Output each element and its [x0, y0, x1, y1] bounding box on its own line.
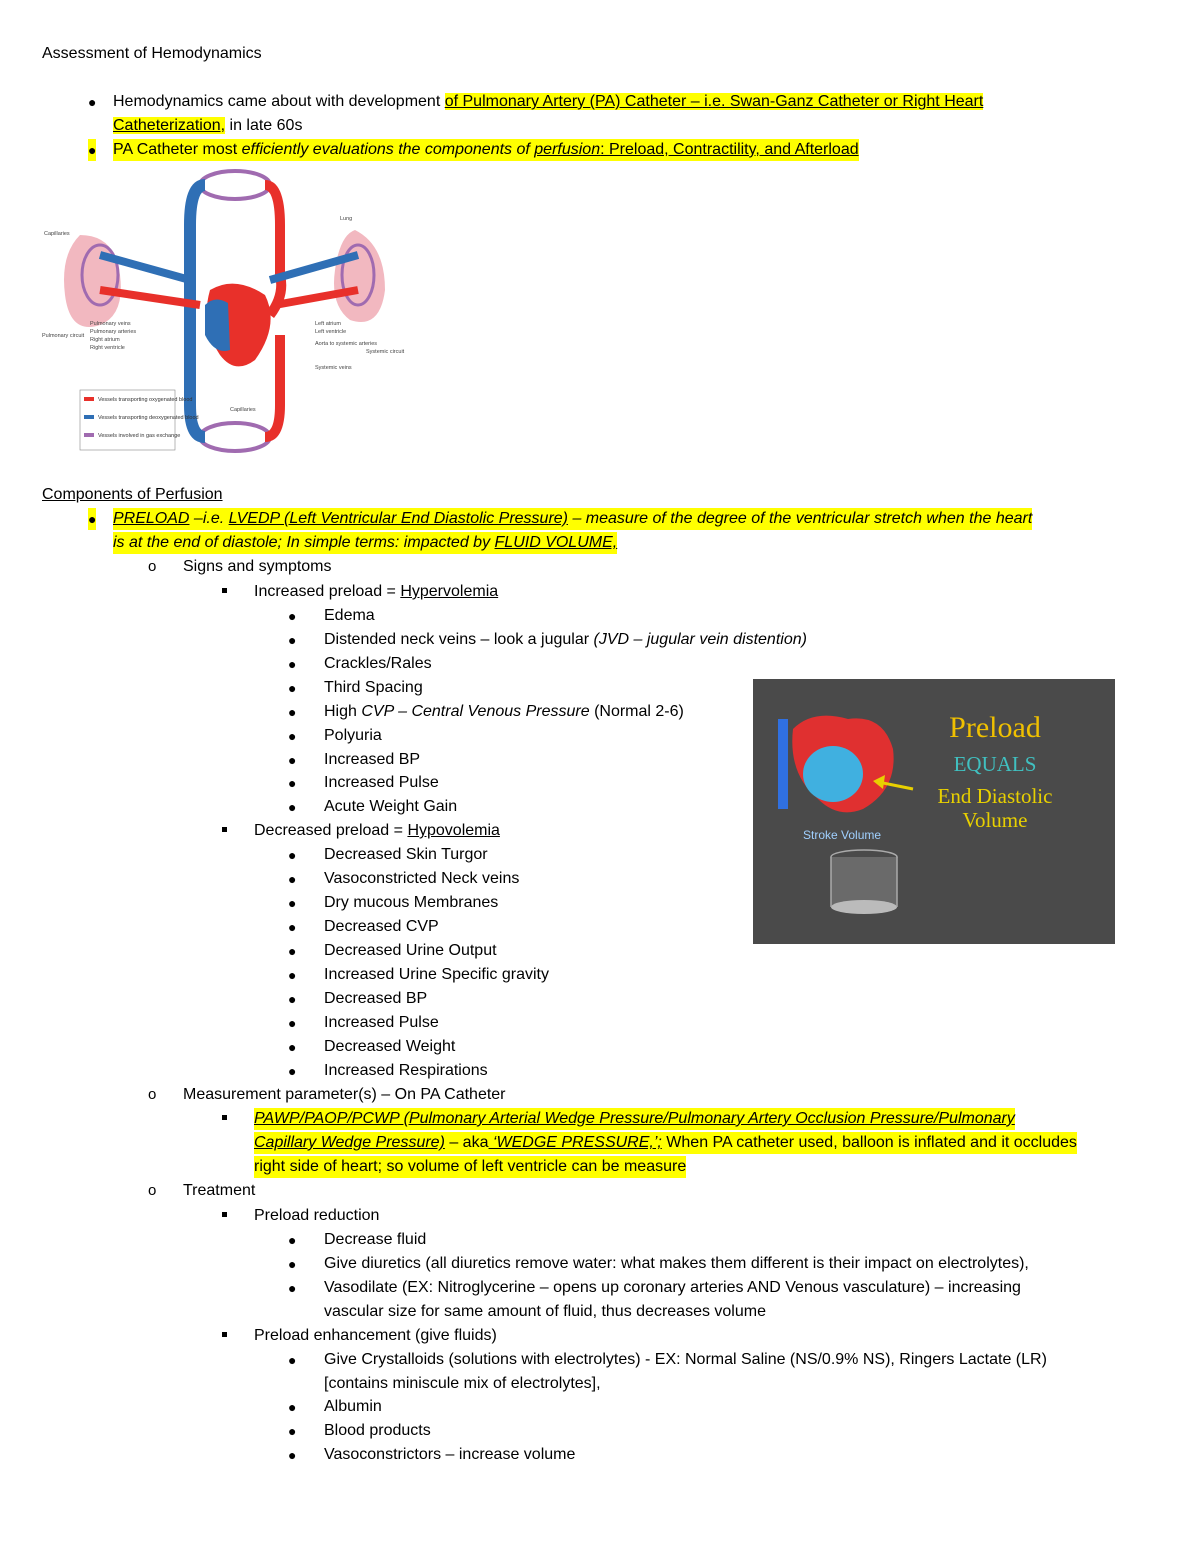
text: High: [324, 703, 362, 720]
preload-reduction: Preload reduction: [254, 1207, 380, 1224]
text: When PA catheter used, balloon is inflated and it occludes: [661, 1134, 1077, 1151]
label-capillaries-left: Capillaries: [44, 231, 70, 237]
stroke-volume-label: Stroke Volume: [803, 828, 882, 842]
legend-label-oxygenated: Vessels transporting oxygenated blood: [98, 397, 193, 403]
bullet-dot: ●: [88, 508, 96, 530]
page-title: Assessment of Hemodynamics: [42, 45, 262, 62]
label-pulmonary-circuit: Pulmonary circuit: [42, 333, 85, 339]
text: efficiently evaluations the components of: [241, 141, 535, 158]
increased-preload: [254, 581, 498, 603]
legend-swatch-oxygenated: [84, 397, 94, 401]
bullet-dot: ●: [288, 656, 297, 672]
bullet-dot: ●: [288, 608, 297, 624]
list-item: Decreased Skin Turgor: [324, 846, 488, 863]
list-item: Increased Pulse: [324, 1014, 439, 1031]
list-item: Decrease fluid: [324, 1231, 427, 1248]
top-capillary-bed: [200, 171, 270, 199]
bullet-dot: ●: [288, 1423, 297, 1439]
square-marker: [222, 827, 227, 832]
intro-text-2: in late 60s: [225, 117, 303, 134]
text: ‘WEDGE PRESSURE,’;: [488, 1134, 662, 1151]
intro-bullet-1-cont: [113, 115, 302, 137]
ventricle-icon: [803, 746, 863, 802]
bullet-dot: ●: [288, 799, 297, 815]
bullet-dot: ●: [288, 1399, 297, 1415]
bullet-dot: ●: [288, 943, 297, 959]
lower-artery: [265, 335, 280, 437]
bullet-dot: ●: [288, 919, 297, 935]
cylinder-body: [831, 857, 897, 907]
label-left-atrium: Left atrium: [315, 321, 341, 327]
text: Distended neck veins – look a jugular: [324, 631, 594, 648]
text: LVEDP (Left Ventricular End Diastolic Pressure): [228, 510, 569, 527]
list-item: [324, 701, 684, 723]
list-item: Vasoconstrictors – increase volume: [324, 1446, 576, 1463]
text: (Normal 2-6): [589, 703, 684, 720]
cylinder-bottom: [831, 900, 897, 914]
list-item: Albumin: [324, 1398, 382, 1415]
bullet-dot: ●: [288, 728, 297, 744]
intro-bullet-1: [113, 91, 983, 113]
bullet-dot: ●: [288, 704, 297, 720]
bullet-dot: ●: [288, 632, 297, 648]
bullet-dot: ●: [88, 94, 97, 110]
list-item: Blood products: [324, 1422, 431, 1439]
label-right-atrium: Right atrium: [90, 337, 120, 343]
right-heart: [205, 299, 230, 351]
label-pulmonary-arteries: Pulmonary arteries: [90, 329, 137, 335]
bullet-dot: ●: [288, 871, 297, 887]
list-item: [324, 629, 807, 651]
circle-marker: o: [148, 1182, 157, 1199]
text: Hypervolemia: [400, 583, 499, 600]
bullet-dot: ●: [288, 775, 297, 791]
bullet-dot: ●: [288, 847, 297, 863]
section-title: Components of Perfusion: [42, 486, 223, 503]
circle-marker: o: [148, 1086, 157, 1103]
label-capillaries-bottom: Capillaries: [230, 407, 256, 413]
list-item: Increased Pulse: [324, 774, 439, 791]
list-item: Dry mucous Membranes: [324, 894, 499, 911]
preload-line-2: [113, 532, 617, 554]
list-item: Decreased Weight: [324, 1038, 456, 1055]
preload-graphic: [753, 679, 1115, 944]
text: – aka: [444, 1134, 489, 1151]
text: CVP – Central Venous Pressure: [361, 703, 590, 720]
text: perfusion: [534, 141, 601, 158]
pawp-line-2: [254, 1132, 1077, 1154]
text: Hypovolemia: [407, 822, 500, 839]
preload-bg: [753, 679, 1115, 944]
list-item: Third Spacing: [324, 679, 423, 696]
preload-enhancement: Preload enhancement (give fluids): [254, 1327, 497, 1344]
pawp-line-3: right side of heart; so volume of left ventricle can be measure: [254, 1156, 686, 1178]
preload-title: Preload: [949, 711, 1041, 744]
label-lung: Lung: [340, 216, 353, 222]
text: : Preload, Contractility, and Afterload: [600, 141, 859, 158]
list-item: Decreased Urine Output: [324, 942, 497, 959]
bullet-dot: ●: [288, 895, 297, 911]
upper-artery: [265, 185, 281, 315]
legend-swatch-exchange: [84, 433, 94, 437]
text: PRELOAD: [113, 510, 190, 527]
bullet-dot: ●: [288, 1256, 297, 1272]
signs-heading: Signs and symptoms: [183, 558, 332, 575]
list-item: Increased BP: [324, 751, 421, 768]
intro-bullet-2: [113, 139, 859, 161]
label-systemic-circuit: Systemic circuit: [366, 349, 405, 355]
intro-highlight-2: Catheterization,: [113, 117, 226, 134]
list-item: Increased Respirations: [324, 1062, 488, 1079]
legend-label-deoxygenated: Vessels transporting deoxygenated blood: [98, 415, 199, 421]
list-item: Increased Urine Specific gravity: [324, 966, 549, 983]
circulation-diagram: [40, 165, 420, 465]
label-pulmonary-veins: Pulmonary veins: [90, 321, 131, 327]
label-aorta: Aorta to systemic arteries: [315, 341, 378, 347]
intro-text: Hemodynamics came about with development: [113, 93, 445, 110]
list-item: Polyuria: [324, 727, 382, 744]
list-item-continuation: [contains miniscule mix of electrolytes],: [324, 1375, 601, 1392]
list-item: Vasoconstricted Neck veins: [324, 870, 520, 887]
text: –i.e.: [189, 510, 229, 527]
square-marker: [222, 588, 227, 593]
bottom-capillary-bed: [200, 423, 270, 451]
list-item: Edema: [324, 607, 375, 624]
text: Increased preload =: [254, 583, 401, 600]
label-systemic-veins: Systemic veins: [315, 365, 352, 371]
list-item: Acute Weight Gain: [324, 798, 458, 815]
preload-image: [753, 679, 1115, 944]
preload-line-1: [113, 508, 1032, 530]
bullet-dot: ●: [288, 1352, 297, 1368]
legend-swatch-deoxygenated: [84, 415, 94, 419]
decreased-preload: [254, 820, 500, 842]
legend-label-exchange: Vessels involved in gas exchange: [98, 433, 181, 439]
intro-highlight: of Pulmonary Artery (PA) Catheter – i.e. Swan-Ganz Catheter or Right Heart: [444, 93, 984, 110]
bullet-dot: ●: [288, 991, 297, 1007]
text: Capillary Wedge Pressure): [254, 1134, 445, 1151]
list-item: Give diuretics (all diuretics remove water: what makes them different is their impact on electrolytes),: [324, 1255, 1029, 1272]
text: Decreased preload =: [254, 822, 408, 839]
label-left-ventricle: Left ventricle: [315, 329, 347, 335]
list-item-continuation: vascular size for same amount of fluid, thus decreases volume: [324, 1303, 766, 1320]
list-item: Crackles/Rales: [324, 655, 432, 672]
bullet-dot: ●: [288, 1039, 297, 1055]
bullet-dot: ●: [288, 967, 297, 983]
square-marker: [222, 1212, 227, 1217]
bullet-dot: ●: [288, 1015, 297, 1031]
vein-icon: [778, 719, 788, 809]
list-item: Give Crystalloids (solutions with electrolytes) - EX: Normal Saline (NS/0.9% NS), Ringers Lactate (LR): [324, 1351, 1047, 1368]
preload-line-1: End Diastolic: [937, 784, 1053, 808]
square-marker: [222, 1115, 227, 1120]
bullet-dot: ●: [288, 680, 297, 696]
list-item: Vasodilate (EX: Nitroglycerine – opens up coronary arteries AND Venous vasculature) – increasing: [324, 1279, 1021, 1296]
pawp-line-1: PAWP/PAOP/PCWP (Pulmonary Arterial Wedge Pressure/Pulmonary Artery Occlusion Pressure/Pulmonary: [254, 1108, 1015, 1130]
bullet-dot: ●: [288, 752, 297, 768]
bullet-dot: ●: [288, 1063, 297, 1079]
bullet-dot: ●: [88, 139, 96, 161]
bullet-dot: ●: [288, 1280, 297, 1296]
text: – measure of the degree of the ventricular stretch when the heart: [568, 510, 1033, 527]
text: (JVD – jugular vein distention): [593, 631, 807, 648]
text: PA Catheter most: [113, 141, 242, 158]
treatment-heading: Treatment: [183, 1182, 256, 1199]
measurement-heading: Measurement parameter(s) – On PA Catheter: [183, 1086, 506, 1103]
bullet-dot: ●: [288, 1447, 297, 1463]
square-marker: [222, 1332, 227, 1337]
label-right-ventricle: Right ventricle: [90, 345, 125, 351]
preload-line-2: Volume: [962, 808, 1028, 832]
text: FLUID VOLUME,: [494, 534, 618, 551]
list-item: Decreased BP: [324, 990, 428, 1007]
preload-equals: EQUALS: [953, 752, 1037, 776]
circle-marker: o: [148, 558, 157, 575]
bullet-dot: ●: [288, 1232, 297, 1248]
list-item: Decreased CVP: [324, 918, 439, 935]
text: is at the end of diastole; In simple terms: impacted by: [113, 534, 495, 551]
